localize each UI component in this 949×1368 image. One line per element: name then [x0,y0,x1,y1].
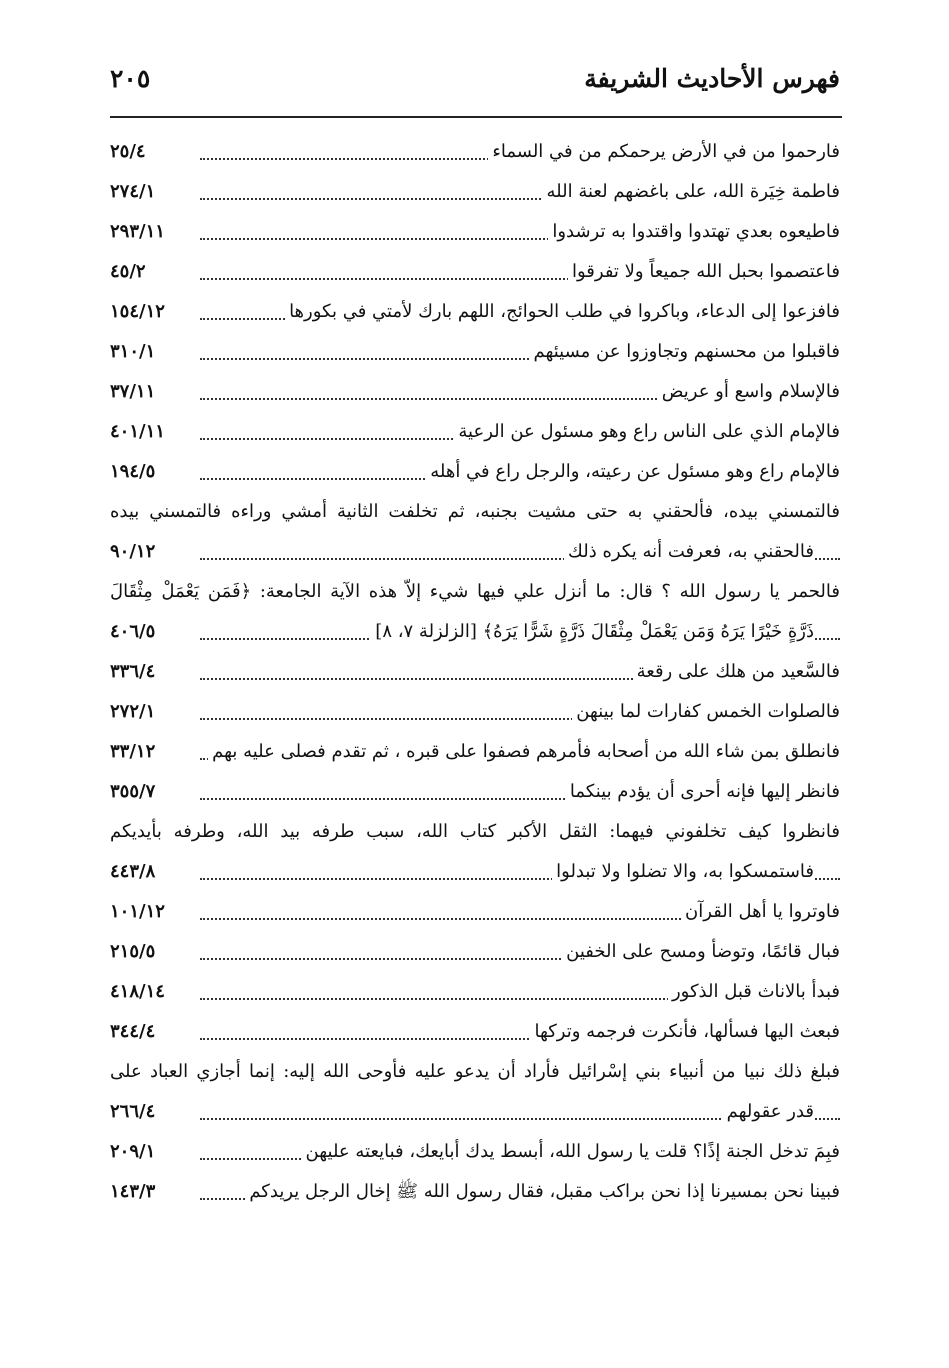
index-entry [110,492,840,572]
entry-line [110,612,840,652]
entry-line [110,1132,840,1172]
index-entry [110,1012,840,1052]
volume-page-reference: ٢٧٢/١ [110,699,157,725]
hadith-text: ذَرَّةٍ خَيْرًا يَرَهُ وَمَن يَعْمَلْ مِثْقَالَ ذَرَّةٍ شَرًّا يَرَهُ﴾ [الزلزلة ٧، ٨] [371,619,814,645]
volume-page-reference: ٣١٠/١ [110,339,157,365]
volume-page-reference: ٢١٥/٥ [110,939,157,965]
entry-line [110,812,840,852]
hadith-text: قدر عقولهم [723,1099,814,1125]
hadith-text: فالحقني به، فعرفت أنه يكره ذلك [564,539,814,565]
volume-page-reference: ٩٠/١٢ [110,539,157,565]
index-entry [110,332,840,372]
entry-line [110,252,840,292]
entry-line [110,852,840,892]
entry-line [110,292,840,332]
entry-line [110,972,840,1012]
index-entry [110,732,840,772]
entry-line [110,772,840,812]
hadith-text: فالإسلام واسع أو عريض [658,379,840,405]
hadith-text: فاقبلوا من محسنهم وتجاوزوا عن مسيئهم [529,339,840,365]
volume-page-reference: ٣٥٥/٧ [110,779,157,805]
entry-line [110,332,840,372]
volume-page-reference: ٤١٨/١٤ [110,979,167,1005]
hadith-text: فارحموا من في الأرض يرحمكم من في السماء [488,139,840,165]
index-entry [110,932,840,972]
entry-line [110,732,840,772]
hadith-text: فافزعوا إلى الدعاء، وباكروا في طلب الحوائج، اللهم بارك لأمتي في بكورها [285,299,840,325]
index-entry [110,692,840,732]
volume-page-reference: ٤٤٣/٨ [110,859,157,885]
entry-line [110,212,840,252]
page-number: ٢٠٥ [110,64,151,93]
hadith-text: فبلغ ذلك نبيا من أنبياء بني إسْرائيل فأراد أن يدعو عليه فأوحى الله إليه: إنما أجازي العباد على [110,1059,840,1085]
entry-line [110,412,840,452]
hadith-text: فالإمام راع وهو مسئول عن رعيته، والرجل راع في أهله [426,459,840,485]
page-title: فهرس الأحاديث الشريفة [584,64,840,93]
entry-line [110,1172,840,1212]
index-entry [110,212,840,252]
hadith-text: فاطيعوه بعدي تهتدوا واقتدوا به ترشدوا [548,219,840,245]
volume-page-reference: ٢٩٣/١١ [110,219,167,245]
hadith-text: فبعث اليها فسألها، فأنكرت فرجمه وتركها [530,1019,840,1045]
volume-page-reference: ٤٠١/١١ [110,419,167,445]
index-entry [110,812,840,892]
hadith-text: فانظر إليها فإنه أحرى أن يؤدم بينكما [566,779,840,805]
entry-line [110,132,840,172]
index-entry [110,1132,840,1172]
volume-page-reference: ٣٣/١٢ [110,739,157,765]
entry-line [110,652,840,692]
index-entry [110,412,840,452]
volume-page-reference: ١٠١/١٢ [110,899,167,925]
hadith-text: فالسَّعيد من هلك على رقعة [633,659,840,685]
index-entry [110,452,840,492]
index-entry [110,172,840,212]
entry-line [110,892,840,932]
volume-page-reference: ١٤٣/٣ [110,1179,157,1205]
hadith-text: فاطمة خِيَرة الله، على باغضهم لعنة الله [543,179,840,205]
hadith-text: فانظروا كيف تخلفوني فيهما: الثقل الأكبر كتاب الله، سبب طرفه بيد الله، وطرفه بأيديكم [110,819,840,845]
volume-page-reference: ٤٠٦/٥ [110,619,157,645]
hadith-text: فالإمام الذي على الناس راع وهو مسئول عن الرعية [454,419,840,445]
header-divider [110,116,842,118]
entry-line [110,572,840,612]
volume-page-reference: ٤٥/٢ [110,259,148,285]
entry-line [110,452,840,492]
entry-line [110,172,840,212]
index-entry [110,1052,840,1132]
hadith-text: فاعتصموا بحبل الله جميعاً ولا تفرقوا [568,259,840,285]
entry-line [110,1012,840,1052]
entry-line [110,692,840,732]
hadith-text: فبينا نحن بمسيرنا إذا نحن براكب مقبل، فقال رسول الله ﷺ إخال الرجل يريدكم [245,1179,840,1205]
hadith-text: فالتمسني بيده، فألحقني به حتى مشيت بجنبه، ثم تخلفت الثانية أمشي وراءه فالتمسني بيده [110,499,840,525]
hadith-text: فانطلق بمن شاء الله من أصحابه فأمرهم فصفوا على قبره ، ثم تقدم فصلى عليه بهم [208,739,840,765]
index-entry [110,892,840,932]
index-entry [110,652,840,692]
index-entry [110,572,840,652]
hadith-index-list [110,132,840,1212]
hadith-text: فبال قائمًا، وتوضأ ومسح على الخفين [562,939,840,965]
hadith-text: فالحمر يا رسول الله ؟ قال: ما أنزل علي فيها شيء إلاّ هذه الآية الجامعة: ﴿فَمَن يَعْمَلْ مِثْقَالَ [110,579,840,605]
index-entry [110,772,840,812]
volume-page-reference: ٢٠٩/١ [110,1139,157,1165]
index-entry [110,252,840,292]
volume-page-reference: ٢٦٦/٤ [110,1099,157,1125]
volume-page-reference: ١٩٤/٥ [110,459,157,485]
hadith-text: فاوتروا يا أهل القرآن [681,899,840,925]
volume-page-reference: ٣٣٦/٤ [110,659,157,685]
entry-line [110,1092,840,1132]
hadith-text: فاستمسكوا به، والا تضلوا ولا تبدلوا [552,859,814,885]
index-entry [110,132,840,172]
entry-line [110,372,840,412]
page-header [110,58,840,110]
index-entry [110,292,840,332]
index-entry [110,1172,840,1212]
entry-line [110,1052,840,1092]
index-entry [110,372,840,412]
hadith-text: فبِمَ تدخل الجنة إذًا؟ قلت يا رسول الله، أبسط يدك أبايعك، فبايعته عليهن [302,1139,840,1165]
entry-line [110,492,840,532]
hadith-text: فالصلوات الخمس كفارات لما بينهن [572,699,840,725]
volume-page-reference: ٣٧/١١ [110,379,157,405]
entry-line [110,932,840,972]
volume-page-reference: ٢٥/٤ [110,139,148,165]
index-entry [110,972,840,1012]
volume-page-reference: ١٥٤/١٢ [110,299,167,325]
volume-page-reference: ٢٧٤/١ [110,179,157,205]
hadith-text: فبدأ بالاناث قبل الذكور [668,979,840,1005]
entry-line [110,532,840,572]
volume-page-reference: ٣٤٤/٤ [110,1019,157,1045]
